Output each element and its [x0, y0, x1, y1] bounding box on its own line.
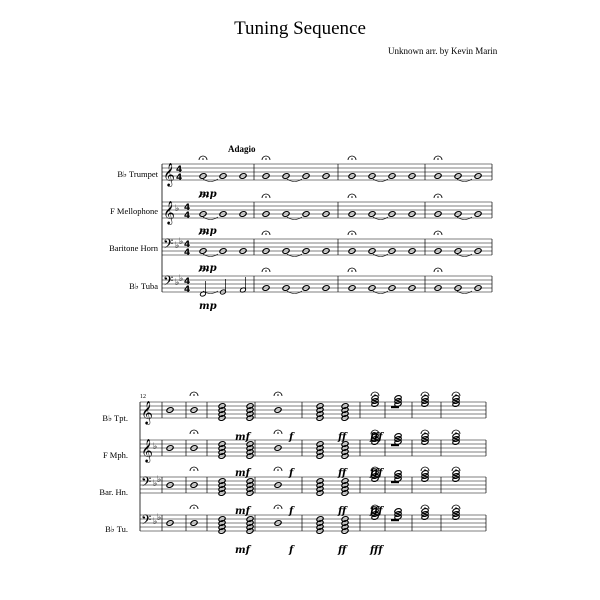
bass-clef-icon: 𝄢	[141, 512, 152, 531]
time-signature-top: 4	[184, 203, 191, 213]
fermata-dot	[455, 394, 457, 396]
dynamic-mf-tpt: mf	[235, 432, 250, 443]
staff-system2-1	[140, 440, 486, 456]
fermata-dot	[351, 158, 353, 160]
flat-icon: ♭	[175, 278, 180, 288]
fermata-dot	[424, 469, 426, 471]
dynamic-mp-trumpet: mp	[199, 189, 217, 200]
instrument-mellophone-short: F Mph.	[102, 450, 128, 460]
fermata-dot	[277, 469, 279, 471]
dynamic-f-tpt: f	[289, 432, 294, 443]
score-title: Tuning Sequence	[234, 18, 366, 39]
fermata-dot	[193, 469, 195, 471]
fermata-dot	[351, 270, 353, 272]
composer-credit: Unknown arr. by Kevin Marin	[388, 46, 498, 56]
time-signature-bottom: 4	[184, 211, 191, 221]
staff-system2-0	[140, 402, 486, 418]
dynamic-mp-baritone: mp	[199, 263, 217, 274]
whole-rest	[391, 444, 399, 446]
time-signature-top: 4	[184, 240, 191, 250]
dynamic-ff-mph: ff	[338, 468, 347, 479]
flat-icon: ♭	[153, 479, 158, 489]
dynamic-f-bar: f	[289, 506, 294, 517]
fermata-dot	[265, 158, 267, 160]
fermata-dot	[437, 270, 439, 272]
fermata-dot	[351, 233, 353, 235]
bass-clef-icon: 𝄢	[141, 474, 152, 493]
fermata-dot	[193, 394, 195, 396]
bass-clef-icon: 𝄢	[163, 273, 174, 292]
dynamic-f-tuba: f	[289, 545, 294, 556]
fermata-dot	[193, 507, 195, 509]
fermata-dot	[277, 432, 279, 434]
treble-clef-icon: 𝄞	[141, 438, 153, 462]
dynamic-mp-tuba: mp	[199, 301, 217, 312]
fermata-dot	[265, 196, 267, 198]
fermata-dot	[424, 394, 426, 396]
fermata-dot	[424, 432, 426, 434]
dynamic-fff-tuba: fff	[370, 545, 383, 556]
dynamic-ff-tuba: ff	[338, 545, 347, 556]
fermata-dot	[455, 507, 457, 509]
instrument-tuba-short: B♭ Tu.	[105, 524, 128, 534]
dynamic-mf-mph: mf	[235, 468, 250, 479]
staff-system2-3	[140, 515, 486, 531]
flat-icon: ♭	[179, 237, 184, 247]
dynamic-fff-mph: fff	[370, 468, 383, 479]
flat-icon: ♭	[175, 204, 180, 214]
flat-icon: ♭	[153, 442, 158, 452]
fermata-dot	[202, 158, 204, 160]
system-2	[140, 392, 486, 534]
dynamic-ff-tpt: ff	[338, 432, 347, 443]
treble-clef-icon: 𝄞	[141, 400, 153, 424]
fermata-dot	[351, 196, 353, 198]
treble-clef-icon: 𝄞	[163, 200, 175, 224]
tempo-marking: Adagio	[228, 144, 256, 154]
time-signature-bottom: 4	[176, 173, 183, 183]
instrument-baritone-short: Bar. Hn.	[99, 487, 128, 497]
dynamic-f-mph: f	[289, 468, 294, 479]
whole-rest	[391, 406, 399, 408]
time-signature-bottom: 4	[184, 248, 191, 258]
instrument-tuba: B♭ Tuba	[129, 281, 158, 291]
fermata-dot	[277, 507, 279, 509]
time-signature-top: 4	[176, 165, 183, 175]
fermata-dot	[265, 270, 267, 272]
flat-icon: ♭	[175, 241, 180, 251]
fermata-dot	[265, 233, 267, 235]
instrument-mellophone: F Mellophone	[110, 206, 158, 216]
fermata-dot	[437, 196, 439, 198]
fermata-dot	[424, 507, 426, 509]
fermata-dot	[455, 432, 457, 434]
staff-system2-2	[140, 477, 486, 493]
fermata-dot	[437, 158, 439, 160]
time-signature-top: 4	[184, 277, 191, 287]
flat-icon: ♭	[157, 475, 162, 485]
fermata-dot	[455, 469, 457, 471]
flat-icon: ♭	[179, 274, 184, 284]
dynamic-ff-bar: ff	[338, 506, 347, 517]
dynamic-mf-tuba: mf	[235, 545, 250, 556]
time-signature-bottom: 4	[184, 285, 191, 295]
instrument-trumpet-short: B♭ Tpt.	[102, 413, 128, 423]
fermata-dot	[277, 394, 279, 396]
dynamic-mf-bar: mf	[235, 506, 250, 517]
flat-icon: ♭	[153, 517, 158, 527]
instrument-trumpet: B♭ Trumpet	[117, 169, 158, 179]
dynamic-fff-tpt: fff	[370, 432, 383, 443]
fermata-dot	[374, 394, 376, 396]
treble-clef-icon: 𝄞	[163, 162, 175, 186]
fermata-dot	[193, 432, 195, 434]
dynamic-mp-mellophone: mp	[199, 226, 217, 237]
bass-clef-icon: 𝄢	[163, 236, 174, 255]
dynamic-fff-bar: fff	[370, 506, 383, 517]
whole-rest	[391, 519, 399, 521]
whole-rest	[391, 481, 399, 483]
instrument-baritone: Baritone Horn	[109, 243, 158, 253]
fermata-dot	[437, 233, 439, 235]
flat-icon: ♭	[157, 513, 162, 523]
measure-number: 12	[140, 394, 146, 400]
